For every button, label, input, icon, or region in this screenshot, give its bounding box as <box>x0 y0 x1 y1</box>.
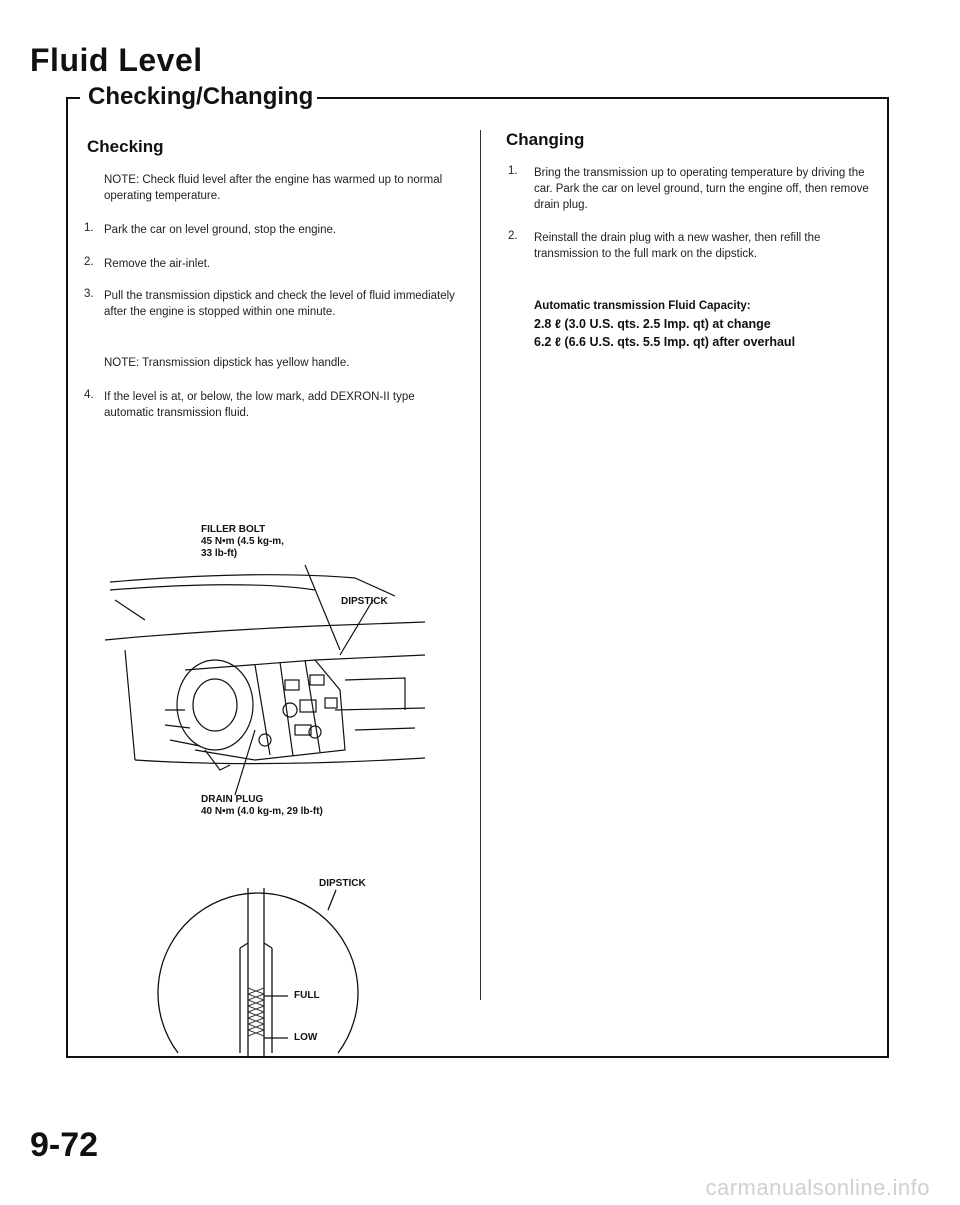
frame-line <box>296 97 889 99</box>
watermark: carmanualsonline.info <box>705 1175 930 1200</box>
changing-step-1: Bring the transmission up to operating temperature by driving the car. Park the car on level ground, turn the engine off, then remove drain plug. <box>534 167 869 211</box>
section-title: Checking/Changing <box>84 83 317 111</box>
checking-note-dipstick: NOTE: Transmission dipstick has yellow handle. <box>104 357 350 369</box>
filler-bolt-torque: 45 N•m (4.5 kg-m, <box>201 536 284 547</box>
checking-heading: Checking <box>87 137 164 156</box>
checking-step-1: Park the car on level ground, stop the engine. <box>104 224 337 236</box>
changing-heading: Changing <box>506 130 585 149</box>
dipstick-detail-illustration <box>148 888 368 1058</box>
page-title: Fluid Level <box>30 42 203 78</box>
step-number: 2. <box>84 256 94 268</box>
full-mark-label: FULL <box>294 990 320 1001</box>
frame-line <box>887 98 889 1058</box>
column-divider <box>480 130 481 1000</box>
dipstick-label: DIPSTICK <box>341 596 388 607</box>
capacity-label: Automatic transmission Fluid Capacity: <box>534 300 751 312</box>
step-number: 1. <box>508 165 518 177</box>
filler-bolt-torque-ftlb: 33 lb-ft) <box>201 548 238 559</box>
step-number: 1. <box>84 222 94 234</box>
capacity-overhaul: 6.2 ℓ (6.6 U.S. qts. 5.5 Imp. qt) after overhaul <box>534 335 796 349</box>
page-number: 9-72 <box>30 1126 99 1164</box>
checking-step-2: Remove the air-inlet. <box>104 258 211 270</box>
step-number: 2. <box>508 230 518 242</box>
low-mark-label: LOW <box>294 1032 318 1043</box>
step-number: 3. <box>84 288 94 300</box>
capacity-change: 2.8 ℓ (3.0 U.S. qts. 2.5 Imp. qt) at change <box>534 317 771 331</box>
checking-step-4: If the level is at, or below, the low mark, add DEXRON-II type automatic transmission fluid. <box>104 391 415 419</box>
dipstick-detail-label: DIPSTICK <box>319 878 366 889</box>
drain-plug-torque: 40 N•m (4.0 kg-m, 29 lb-ft) <box>201 806 323 817</box>
drain-plug-label: DRAIN PLUG <box>201 794 264 805</box>
changing-step-2: Reinstall the drain plug with a new washer, then refill the transmission to the full mark on the dipstick. <box>534 232 821 260</box>
frame-line <box>66 98 68 1058</box>
step-number: 4. <box>84 389 94 401</box>
filler-bolt-label: FILLER BOLT <box>201 524 266 535</box>
transmission-illustration <box>105 560 445 800</box>
checking-step-3: Pull the transmission dipstick and check the level of fluid immediately after the engine is stopped within one minute. <box>104 290 455 318</box>
frame-line <box>66 97 80 99</box>
checking-note: NOTE: Check fluid level after the engine has warmed up to normal operating temperature. <box>104 174 443 202</box>
